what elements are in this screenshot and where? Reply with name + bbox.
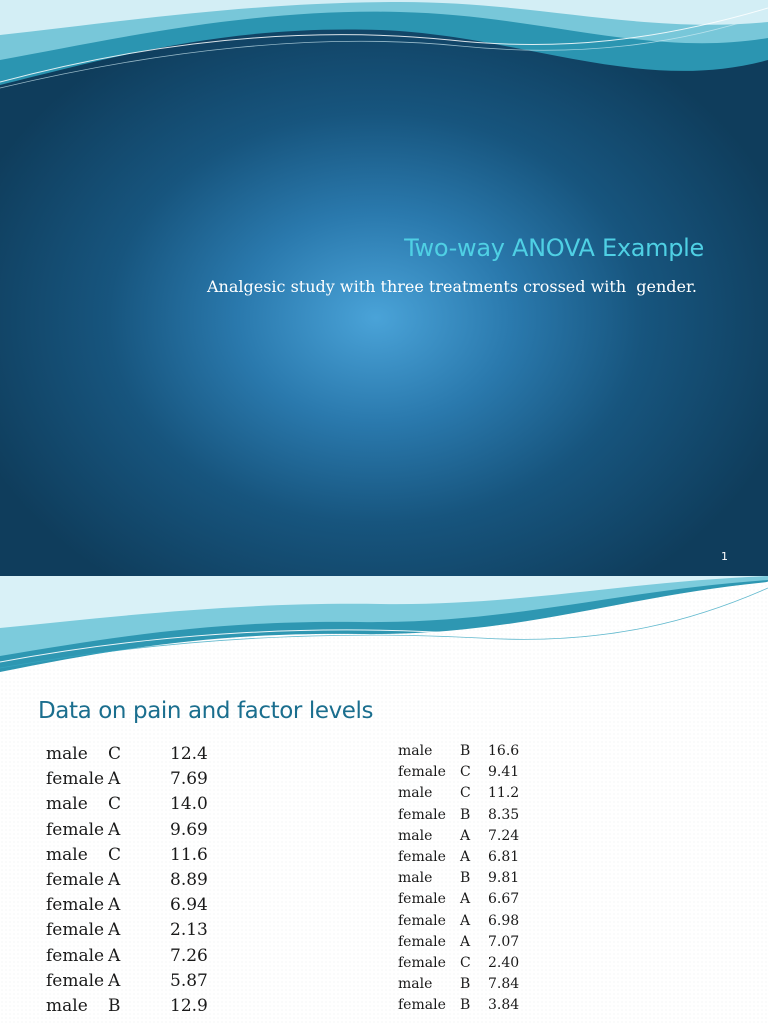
- pain-value-cell: 7.26: [170, 945, 208, 966]
- list-item: [398, 953, 519, 974]
- pain-value-cell: 7.69: [170, 769, 208, 790]
- gender-cell: male: [46, 744, 88, 764]
- pain-value-cell: 8.89: [170, 869, 208, 890]
- wave-decoration: [0, 0, 768, 100]
- pain-value-cell: 6.81: [488, 848, 520, 865]
- treatment-cell: A: [460, 827, 471, 844]
- pain-value-cell: 16.6: [488, 743, 520, 759]
- gender-cell: female: [398, 891, 446, 908]
- gender-cell: male: [398, 827, 433, 844]
- treatment-cell: A: [108, 920, 121, 941]
- gender-cell: female: [398, 764, 446, 781]
- data-slide: [0, 576, 768, 1024]
- gender-cell: female: [398, 933, 446, 950]
- gender-cell: male: [398, 785, 433, 802]
- treatment-cell: A: [108, 970, 121, 991]
- treatment-cell: C: [108, 844, 122, 865]
- pain-value-cell: 12.4: [170, 744, 208, 764]
- gender-cell: female: [398, 806, 446, 823]
- gender-cell: male: [46, 794, 88, 815]
- treatment-cell: B: [460, 806, 471, 823]
- wave-decoration: [0, 576, 768, 672]
- pain-value-cell: 3.84: [488, 997, 520, 1014]
- slide-subtitle: Analgesic study with three treatments crossed with gender.: [206, 277, 697, 296]
- pain-value-cell: 2.13: [170, 920, 208, 941]
- gender-cell: female: [398, 912, 446, 929]
- gender-cell: female: [46, 819, 105, 840]
- pain-value-cell: 7.24: [488, 827, 520, 844]
- gender-cell: female: [46, 869, 105, 890]
- pain-value-cell: 6.67: [488, 891, 520, 908]
- list-item: [398, 805, 519, 826]
- gender-cell: male: [398, 976, 433, 993]
- gender-cell: male: [398, 743, 433, 759]
- list-item: [398, 762, 519, 783]
- gender-cell: female: [46, 895, 105, 916]
- list-item: [398, 974, 519, 995]
- treatment-cell: B: [460, 743, 471, 759]
- pain-value-cell: 8.35: [488, 806, 520, 823]
- treatment-cell: A: [460, 848, 471, 865]
- pain-value-cell: 11.2: [488, 785, 520, 802]
- pain-value-cell: 12.9: [170, 995, 208, 1016]
- pain-value-cell: 7.07: [488, 933, 520, 950]
- treatment-cell: B: [108, 995, 121, 1016]
- list-item: [398, 932, 519, 953]
- gender-cell: female: [398, 997, 446, 1014]
- treatment-cell: A: [460, 912, 471, 929]
- slide-number: 1: [721, 550, 728, 563]
- gender-cell: female: [398, 954, 446, 971]
- list-item: [398, 847, 519, 868]
- list-item: [398, 826, 519, 847]
- gender-cell: female: [46, 920, 105, 941]
- pain-value-cell: 9.81: [488, 870, 520, 887]
- treatment-cell: A: [108, 895, 121, 916]
- treatment-cell: A: [108, 769, 121, 790]
- gender-cell: female: [46, 769, 105, 790]
- gender-cell: male: [46, 995, 88, 1016]
- data-list-left: [46, 742, 208, 1019]
- list-item: [46, 893, 208, 918]
- treatment-cell: C: [108, 794, 122, 815]
- treatment-cell: A: [108, 819, 121, 840]
- data-list-right: [398, 741, 519, 1016]
- list-item: [398, 741, 519, 762]
- gender-cell: female: [46, 970, 105, 991]
- treatment-cell: C: [460, 954, 471, 971]
- slide-title: Two-way ANOVA Example: [404, 234, 704, 262]
- gender-cell: male: [46, 844, 88, 865]
- list-item: [46, 792, 208, 817]
- treatment-cell: A: [108, 945, 121, 966]
- treatment-cell: B: [460, 870, 471, 887]
- list-item: [46, 742, 208, 767]
- list-item: [398, 783, 519, 804]
- treatment-cell: B: [460, 976, 471, 993]
- pain-value-cell: 5.87: [170, 970, 208, 991]
- treatment-cell: C: [108, 744, 122, 764]
- list-item: [46, 994, 208, 1019]
- gender-cell: male: [398, 870, 433, 887]
- list-item: [46, 918, 208, 943]
- list-item: [46, 818, 208, 843]
- treatment-cell: C: [460, 785, 471, 802]
- pain-value-cell: 2.40: [488, 954, 520, 971]
- list-item: [398, 911, 519, 932]
- slide-heading: Data on pain and factor levels: [38, 698, 374, 724]
- list-item: [46, 843, 208, 868]
- pain-value-cell: 9.69: [170, 819, 208, 840]
- pain-value-cell: 6.98: [488, 912, 520, 929]
- list-item: [398, 868, 519, 889]
- list-item: [46, 767, 208, 792]
- pain-value-cell: 14.0: [170, 794, 208, 815]
- gender-cell: female: [398, 848, 446, 865]
- list-item: [46, 944, 208, 969]
- gender-cell: female: [46, 945, 105, 966]
- pain-value-cell: 7.84: [488, 976, 520, 993]
- pain-value-cell: 9.41: [488, 764, 520, 781]
- list-item: [398, 995, 519, 1016]
- pain-value-cell: 6.94: [170, 895, 208, 916]
- treatment-cell: A: [460, 933, 471, 950]
- treatment-cell: C: [460, 764, 471, 781]
- treatment-cell: B: [460, 997, 471, 1014]
- treatment-cell: A: [460, 891, 471, 908]
- treatment-cell: A: [108, 869, 121, 890]
- list-item: [46, 868, 208, 893]
- pain-value-cell: 11.6: [170, 844, 208, 865]
- list-item: [46, 969, 208, 994]
- list-item: [398, 889, 519, 910]
